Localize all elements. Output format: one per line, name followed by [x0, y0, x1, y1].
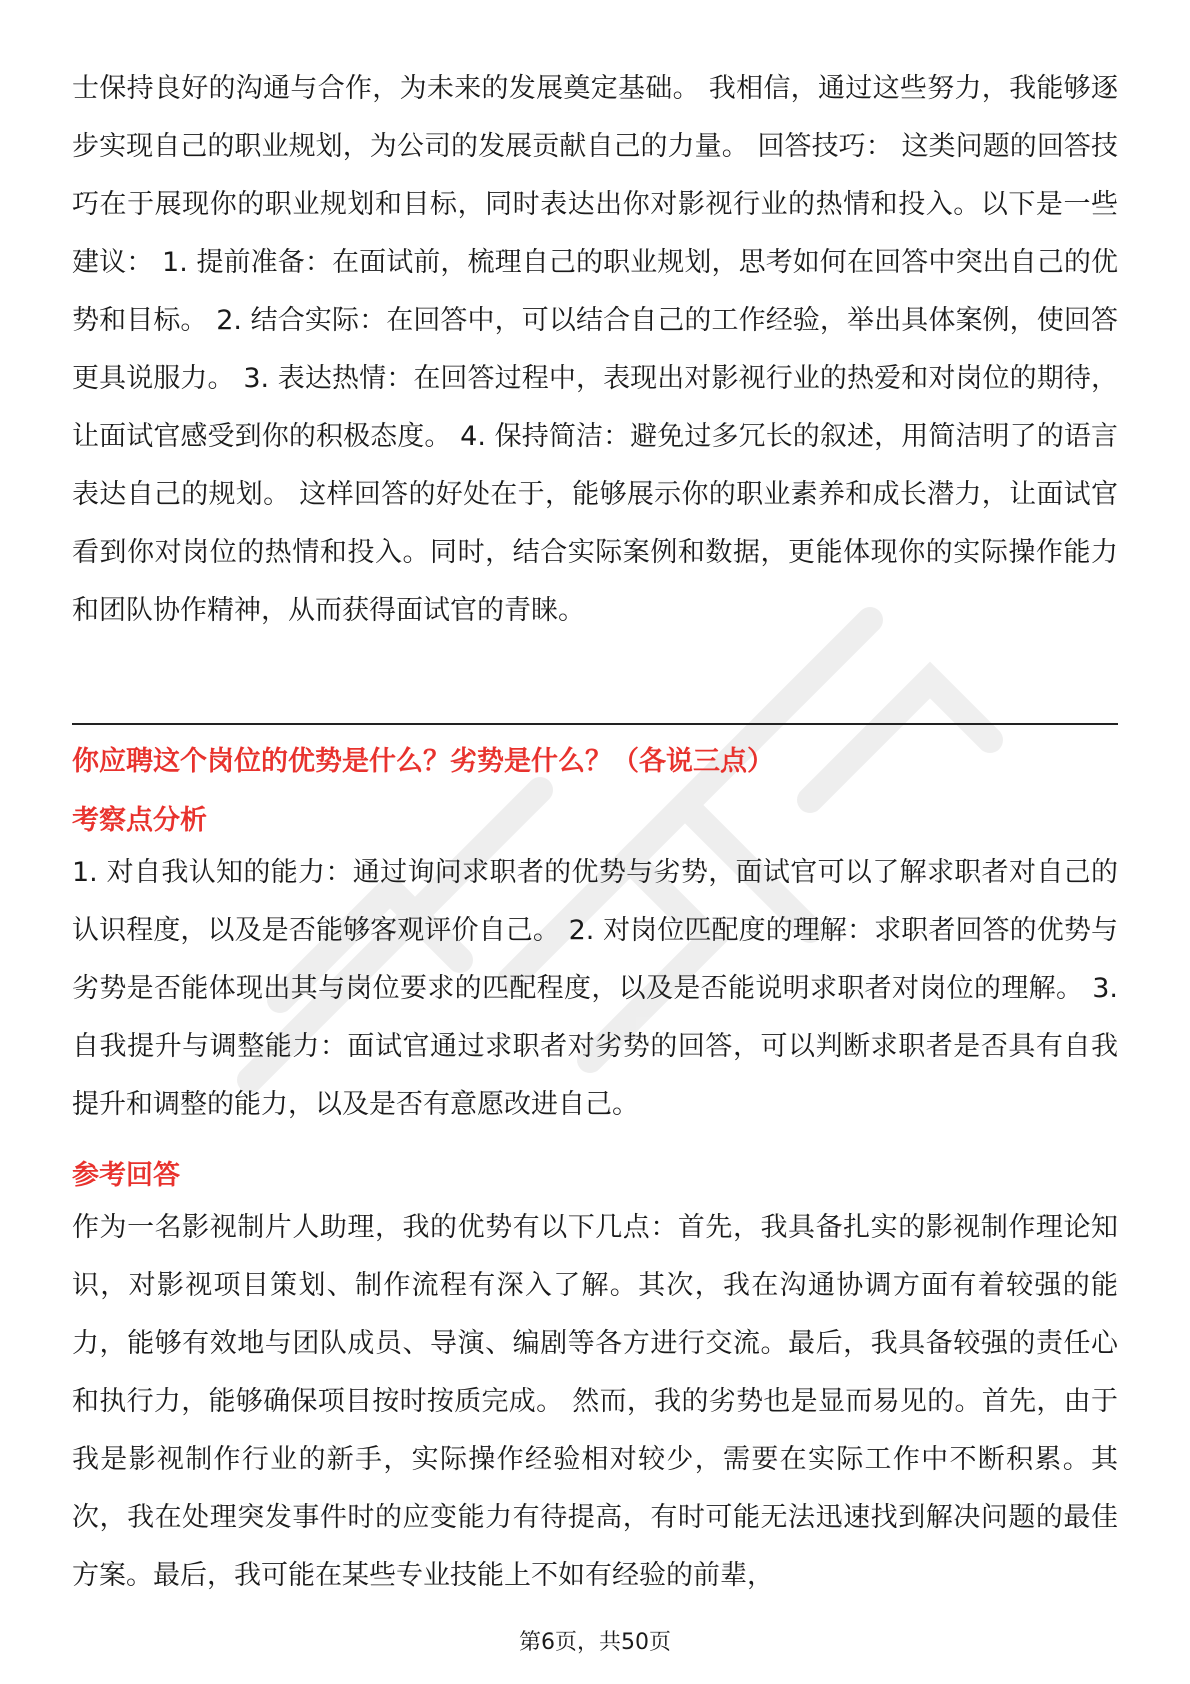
answer-paragraph: 作为一名影视制片人助理，我的优势有以下几点：首先，我具备扎实的影视制作理论知识，对影视项目策划、制作流程有深入了解。其次，我在沟通协调方面有着较强的能力，能够有效地与团队成员、导演、编剧等各方进行交流。最后，我具备较强的责任心和执行力，能够确保项目按时按质完成。 然而，我的劣势也是显而易见的。首先，由于我是影视制作行业的新手，实际操作经验相对较少，需要在实际工作中不断积累。其次，我在处理突发事件时的应变能力有待提高，有时可能无法迅速找到解决问题的最佳方案。最后，我可能在某些专业技能上不如有经验的前辈， [72, 1212, 1118, 1591]
section-divider [72, 723, 1118, 725]
intro-continuation-paragraph: 士保持良好的沟通与合作，为未来的发展奠定基础。 我相信，通过这些努力，我能够逐步实现自己的职业规划，为公司的发展贡献自己的力量。 回答技巧： 这类问题的回答技巧在于展现你的职业规划和目标，同时表达出你对影视行业的热情和投入。以下是一些建议： 1. 提前准备：在面试前，梳理自己的职业规划，思考如何在回答中突出自己的优势和目标。 2. 结合实际：在回答中，可以结合自己的工作经验，举出具体案例，使回答更具说服力。 3. 表达热情：在回答过程中，表现出对影视行业的热爱和对岗位的期待，让面试官感受到你的积极态度。 4. 保持简洁：避免过多冗长的叙述，用简洁明了的语言表达自己的规划。 这样回答的好处在于，能够展示你的职业素养和成长潜力，让面试官看到你对岗位的热情和投入。同时，结合实际案例和数据，更能体现你的实际操作能力和团队协作精神，从而获得面试官的青睐。 [72, 73, 1118, 626]
analysis-block [72, 844, 1118, 1134]
page-number-footer: 第6页，共50页 [519, 1630, 671, 1655]
analysis-heading: 考察点分析 [72, 805, 207, 836]
intro-continuation-block [72, 60, 1118, 640]
answer-block [72, 1199, 1118, 1605]
question-heading: 你应聘这个岗位的优势是什么？劣势是什么？（各说三点） [72, 746, 774, 777]
answer-heading: 参考回答 [72, 1160, 180, 1191]
analysis-paragraph: 1. 对自我认知的能力：通过询问求职者的优势与劣势，面试官可以了解求职者对自己的认识程度，以及是否能够客观评价自己。 2. 对岗位匹配度的理解：求职者回答的优势与劣势是否能体现出其与岗位要求的匹配程度，以及是否能说明求职者对岗位的理解。 3. 自我提升与调整能力：面试官通过求职者对劣势的回答，可以判断求职者是否具有自我提升和调整的能力，以及是否有意愿改进自己。 [72, 857, 1118, 1120]
